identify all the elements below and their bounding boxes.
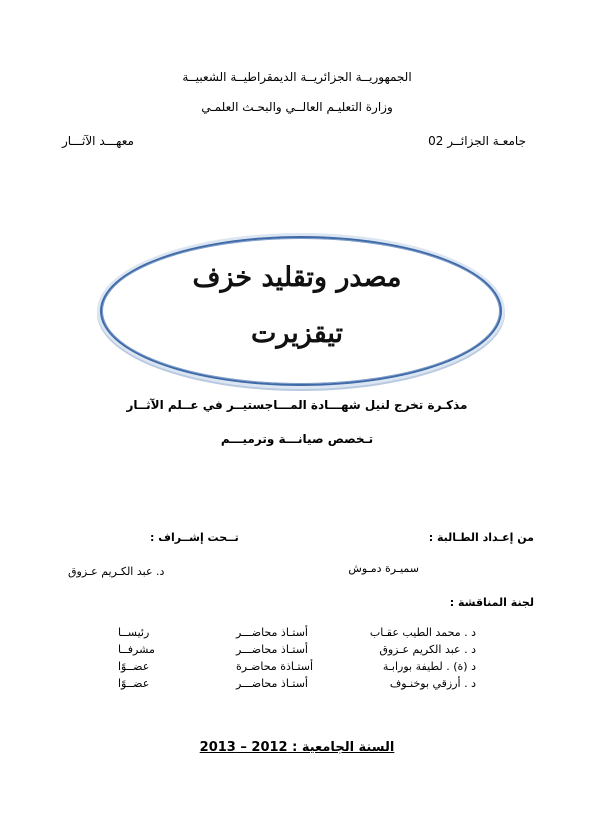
thesis-title-line2: تيقزيرت [250, 318, 344, 349]
title-ellipse [100, 236, 502, 386]
university-name: جامعـة الجزائــر 02 [428, 134, 526, 148]
committee-member-role: مشرفــا [118, 643, 155, 656]
committee-member-role: عضــوًا [118, 677, 150, 690]
specialty-statement: تـخصص صيانـــة وترميـــم [220, 432, 374, 446]
republic-name: الجمهوريــة الجزائريــة الديمقراطيــة الشعبيــة [182, 70, 412, 84]
committee-member-name: د . محمد الطيب عقـاب [369, 626, 476, 639]
academic-year: السنة الجامعية : 2012 – 2013 [199, 740, 395, 755]
student-name: سميـرة دمـوش [348, 562, 419, 575]
committee-member-rank: أستـاذ محاضـــر [236, 626, 308, 639]
committee-member-rank: أستـاذة محاضـرة [236, 660, 314, 673]
committee-member-name: د . عبد الكريم عـزوق [379, 643, 476, 656]
degree-statement: مذكـرة تخرج لنيل شهـــادة المـــاجستيــر في عــلم الآثــار [126, 398, 468, 412]
supervision-label: تــحت إشــراف : [150, 531, 239, 544]
ministry-name: وزارة التعليـم العالــي والبحـث العلمـي [201, 100, 393, 114]
institute-name: معهـــد الآثـــار [62, 134, 134, 148]
committee-member-name: د . أرزقي بوخنـوف [389, 677, 476, 690]
committee-label: لجنة المناقشة : [449, 596, 534, 609]
committee-member-rank: أستـاذ محاضـــر [236, 677, 308, 690]
committee-member-role: عضــوًا [118, 660, 150, 673]
thesis-title-line1: مصدر وتقليد خزف [192, 262, 402, 293]
committee-member-rank: أستـاذ محاضـــر [236, 643, 308, 656]
committee-member-role: رئيســا [118, 626, 150, 639]
supervisor-name: د. عبد الكـريم عـزوق [68, 565, 165, 578]
committee-member-name: د (ة) . لطيفة بورابـة [382, 660, 476, 673]
prepared-by-label: من إعـداد الطـالبة : [428, 531, 534, 544]
